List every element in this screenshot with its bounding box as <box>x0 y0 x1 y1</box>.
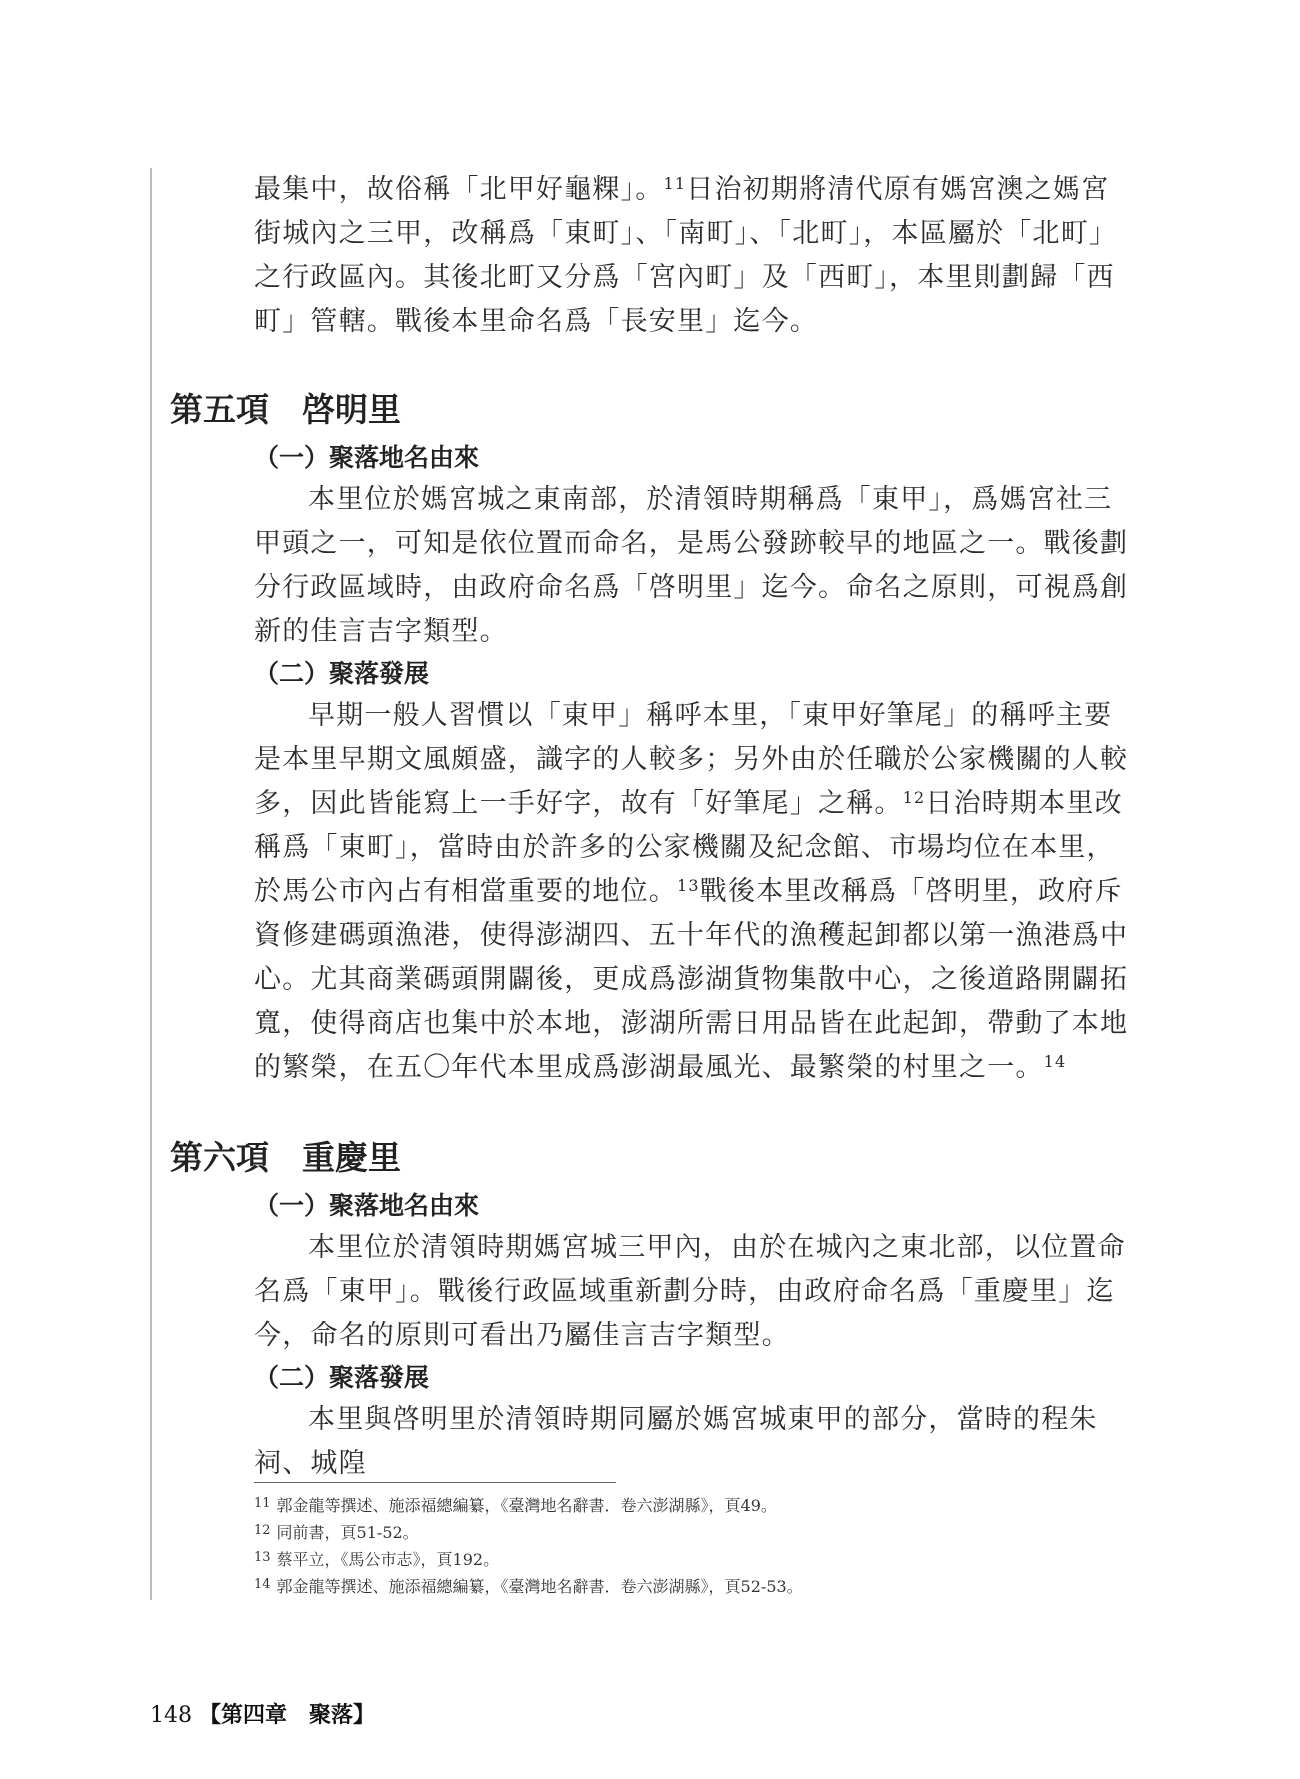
page-number: 148 <box>150 1703 192 1728</box>
footnote-ref-11[interactable]: 11 <box>663 174 687 193</box>
subheading-place-name-origin-2: （一）聚落地名由來 <box>254 1191 480 1220</box>
subheading-place-name-origin: （一）聚落地名由來 <box>254 443 480 472</box>
page-footer <box>150 1698 375 1729</box>
footnote-ref-14[interactable]: 14 <box>1043 1052 1067 1071</box>
footnotes <box>254 1492 1134 1600</box>
footnote-ref-13[interactable]: 13 <box>677 876 700 895</box>
paragraph-chongqing-origin: 本里位於清領時期媽宮城三甲內，由於在城內之東北部，以位置命名爲「東甲」。戰後行政區域重新劃分時，由政府命名爲「重慶里」迄今，命名的原則可看出乃屬佳言吉字類型。 <box>254 1232 1126 1351</box>
footnote-ref-12[interactable]: 12 <box>902 788 926 807</box>
paragraph-qiming-development: 早期一般人習慣以「東甲」稱呼本里，「東甲好筆尾」的稱呼主要是本里早期文風頗盛，識字的人較多；另外由於任職於公家機關的人較多，因此皆能寫上一手好字，故有「好筆尾」之稱。$^{12}$日治時期本里改稱爲「東町」，當時由於許多的公家機關及紀念館、市場均位在本里，於馬公市內占有相當重要的地位。$^{13}$戰後本里改稱爲「啓明里，政府斥資修建碼頭漁港，使得澎湖四、五十年代的漁穫起卸都以第一漁港爲中心。尤其商業碼頭開闢後，更成爲澎湖貨物集散中心，之後道路開闢拓寬，使得商店也集中於本地，澎湖所需日用品皆在此起卸，帶動了本地的繁榮，在五〇年代本里成爲澎湖最風光、最繁榮的村里之一。$^{14}$ <box>254 700 1129 1083</box>
subheading-settlement-development-2: （二）聚落發展 <box>254 1363 430 1392</box>
subheading-settlement-development: （二）聚落發展 <box>254 659 430 688</box>
paragraph-chongqing-development: 本里與啓明里於清領時期同屬於媽宮城東甲的部分，當時的程朱祠、城隍 <box>254 1404 1098 1479</box>
footnote-item: $^{14}$ 郭金龍等撰述、施添福總編纂，《臺灣地名辭書．卷六澎湖縣》，頁52-53。 <box>254 1577 803 1596</box>
section-title-qiming: 第五項 啓明里 <box>170 390 401 429</box>
top-paragraph: 最集中，故俗稱「北甲好龜粿」。$^{11}$日治初期將清代原有媽宮澳之媽宮街城內之三甲，改稱爲「東町」、「南町」、「北町」，本區屬於「北町」之行政區內。其後北町又分爲「宮內町」及「西町」，本里則劃歸「西町」管轄。戰後本里命名爲「長安里」迄今。 <box>254 174 1118 337</box>
margin-rule <box>150 168 152 1600</box>
paragraph-qiming-origin: 本里位於媽宮城之東南部，於清領時期稱爲「東甲」，爲媽宮社三甲頭之一，可知是依位置而命名，是馬公發跡較早的地區之一。戰後劃分行政區域時，由政府命名爲「啓明里」迄今。命名之原則，可視爲創新的佳言吉字類型。 <box>254 484 1129 647</box>
chapter-label: 【第四章 聚落】 <box>199 1702 376 1728</box>
section-title-chongqing: 第六項 重慶里 <box>170 1138 401 1177</box>
footnote-item: $^{13}$ 蔡平立，《馬公市志》，頁192。 <box>254 1550 500 1569</box>
footnote-item: $^{12}$ 同前書，頁51-52。 <box>254 1523 419 1542</box>
footnote-divider <box>254 1482 616 1483</box>
footnote-item: $^{11}$ 郭金龍等撰述、施添福總編纂，《臺灣地名辭書．卷六澎湖縣》，頁49。 <box>254 1496 777 1515</box>
